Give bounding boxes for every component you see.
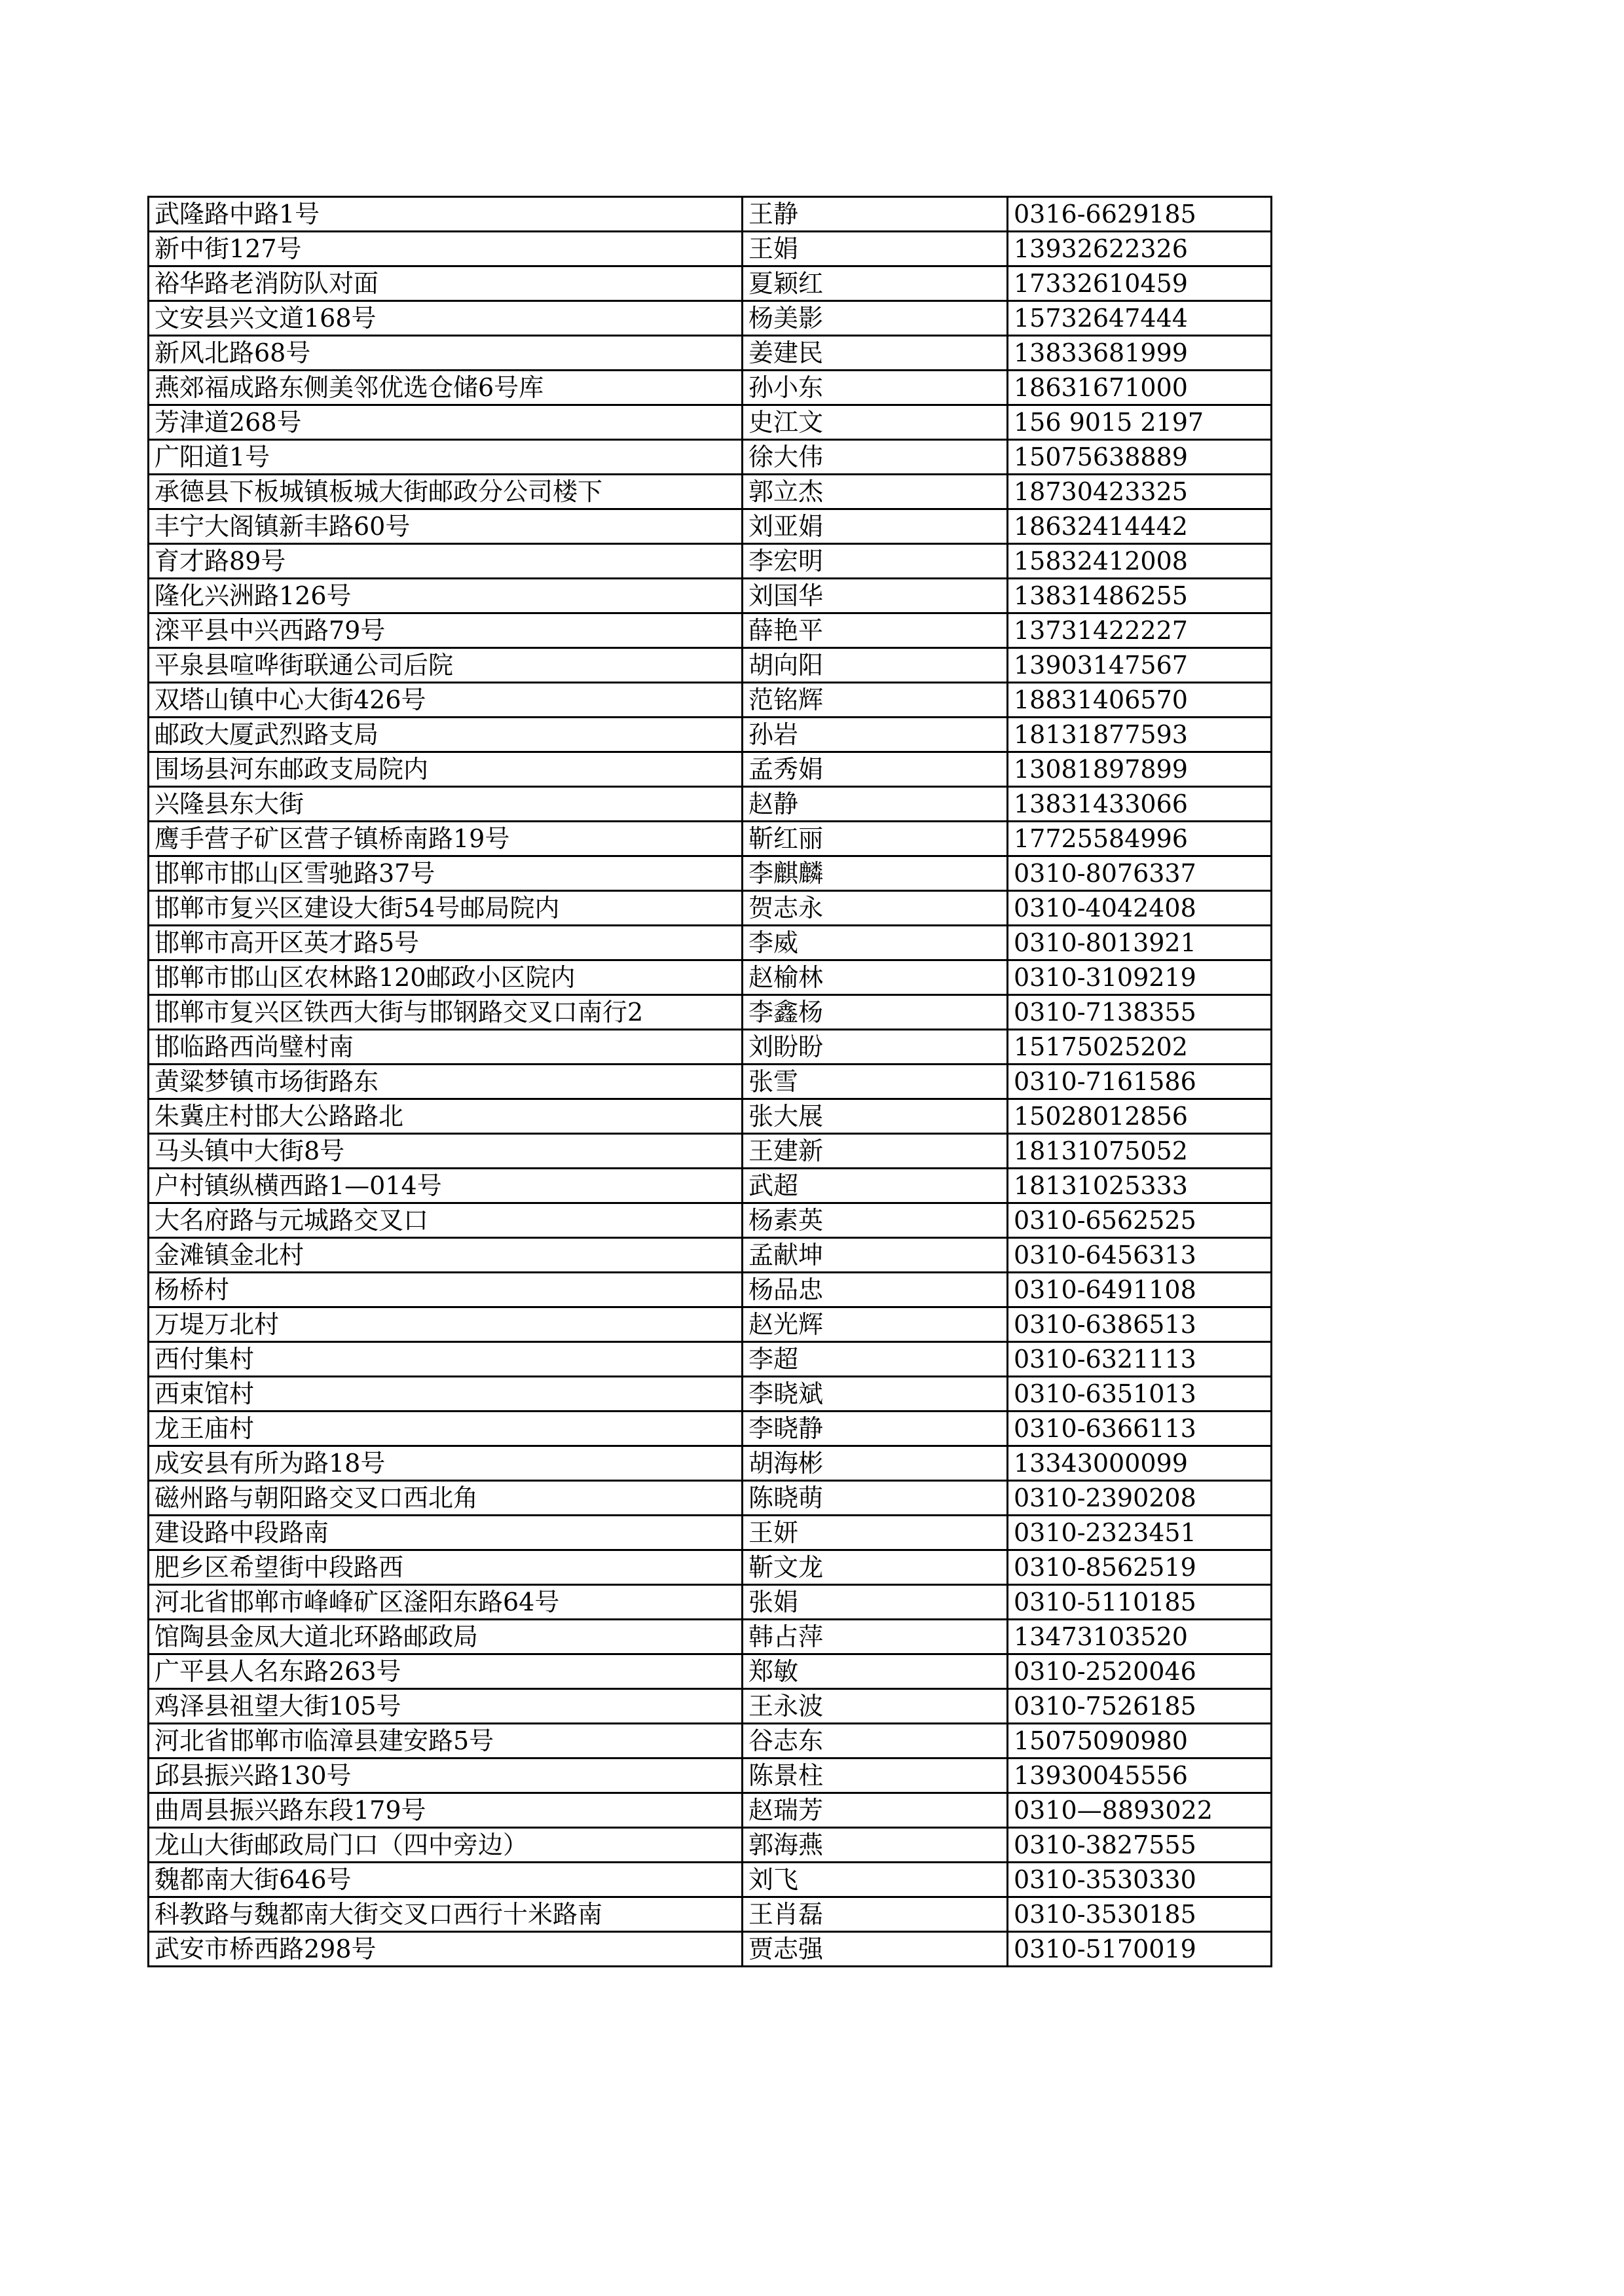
phone-cell: 15832412008 <box>1008 544 1272 579</box>
table-row <box>149 1654 1272 1689</box>
phone-cell: 0310-2390208 <box>1008 1481 1272 1516</box>
contact-name-cell: 王永波 <box>743 1689 1008 1724</box>
phone-cell: 0310-6562525 <box>1008 1203 1272 1238</box>
address-cell: 双塔山镇中心大街426号 <box>149 683 743 718</box>
contact-name-cell: 王静 <box>743 197 1008 232</box>
address-cell: 河北省邯郸市临漳县建安路5号 <box>149 1724 743 1758</box>
contact-name-cell: 赵瑞芳 <box>743 1793 1008 1828</box>
table-row <box>149 1793 1272 1828</box>
table-row <box>149 1724 1272 1758</box>
address-cell: 魏都南大街646号 <box>149 1863 743 1897</box>
phone-cell: 18131075052 <box>1008 1134 1272 1169</box>
contact-name-cell: 李晓静 <box>743 1412 1008 1446</box>
contact-name-cell: 刘盼盼 <box>743 1030 1008 1065</box>
table-row <box>149 1342 1272 1377</box>
contact-name-cell: 谷志东 <box>743 1724 1008 1758</box>
contact-name-cell: 李威 <box>743 926 1008 960</box>
phone-cell: 13731422227 <box>1008 613 1272 648</box>
table-row <box>149 822 1272 856</box>
contact-name-cell: 武超 <box>743 1169 1008 1203</box>
address-cell: 邯郸市邯山区雪驰路37号 <box>149 856 743 891</box>
table-row <box>149 1828 1272 1863</box>
phone-cell: 0310-6456313 <box>1008 1238 1272 1273</box>
phone-cell: 0316-6629185 <box>1008 197 1272 232</box>
address-cell: 邯郸市邯山区农林路120邮政小区院内 <box>149 960 743 995</box>
contact-name-cell: 张雪 <box>743 1065 1008 1099</box>
phone-cell: 17332610459 <box>1008 266 1272 301</box>
phone-cell: 0310-5110185 <box>1008 1585 1272 1620</box>
contact-name-cell: 贾志强 <box>743 1932 1008 1967</box>
address-cell: 西束馆村 <box>149 1377 743 1412</box>
table-row <box>149 440 1272 475</box>
address-cell: 围场县河东邮政支局院内 <box>149 752 743 787</box>
contact-name-cell: 李麒麟 <box>743 856 1008 891</box>
phone-cell: 13932622326 <box>1008 232 1272 266</box>
table-row <box>149 752 1272 787</box>
address-cell: 户村镇纵横西路1—014号 <box>149 1169 743 1203</box>
phone-cell: 13473103520 <box>1008 1620 1272 1654</box>
phone-cell: 0310-5170019 <box>1008 1932 1272 1967</box>
phone-cell: 13903147567 <box>1008 648 1272 683</box>
address-cell: 鹰手营子矿区营子镇桥南路19号 <box>149 822 743 856</box>
table-row <box>149 1377 1272 1412</box>
phone-cell: 0310-2323451 <box>1008 1516 1272 1550</box>
address-cell: 邯郸市复兴区铁西大街与邯钢路交叉口南行2 <box>149 995 743 1030</box>
address-cell: 燕郊福成路东侧美邻优选仓储6号库 <box>149 371 743 405</box>
address-cell: 万堤万北村 <box>149 1307 743 1342</box>
phone-cell: 0310-4042408 <box>1008 891 1272 926</box>
address-cell: 龙山大街邮政局门口（四中旁边） <box>149 1828 743 1863</box>
phone-cell: 13081897899 <box>1008 752 1272 787</box>
address-cell: 丰宁大阁镇新丰路60号 <box>149 509 743 544</box>
table-row <box>149 1689 1272 1724</box>
phone-cell: 0310-3109219 <box>1008 960 1272 995</box>
address-cell: 平泉县喧哗街联通公司后院 <box>149 648 743 683</box>
address-cell: 育才路89号 <box>149 544 743 579</box>
contact-name-cell: 薛艳平 <box>743 613 1008 648</box>
contact-name-cell: 刘国华 <box>743 579 1008 613</box>
table-row <box>149 1238 1272 1273</box>
table-row <box>149 856 1272 891</box>
contact-name-cell: 范铭辉 <box>743 683 1008 718</box>
contact-name-cell: 孟秀娟 <box>743 752 1008 787</box>
address-cell: 肥乡区希望街中段路西 <box>149 1550 743 1585</box>
phone-cell: 15028012856 <box>1008 1099 1272 1134</box>
phone-cell: 13930045556 <box>1008 1758 1272 1793</box>
address-cell: 广平县人名东路263号 <box>149 1654 743 1689</box>
table-row <box>149 960 1272 995</box>
phone-cell: 0310-7526185 <box>1008 1689 1272 1724</box>
phone-cell: 17725584996 <box>1008 822 1272 856</box>
address-cell: 武安市桥西路298号 <box>149 1932 743 1967</box>
phone-cell: 13831486255 <box>1008 579 1272 613</box>
table-row <box>149 1065 1272 1099</box>
contact-name-cell: 杨品忠 <box>743 1273 1008 1307</box>
table-row <box>149 336 1272 371</box>
table-row <box>149 509 1272 544</box>
address-cell: 武隆路中路1号 <box>149 197 743 232</box>
contact-table <box>147 196 1272 1967</box>
table-row <box>149 1203 1272 1238</box>
table-row <box>149 613 1272 648</box>
phone-cell: 0310—8893022 <box>1008 1793 1272 1828</box>
contact-name-cell: 胡海彬 <box>743 1446 1008 1481</box>
table-row <box>149 1516 1272 1550</box>
contact-name-cell: 陈晓萌 <box>743 1481 1008 1516</box>
contact-name-cell: 李宏明 <box>743 544 1008 579</box>
address-cell: 杨桥村 <box>149 1273 743 1307</box>
table-row <box>149 926 1272 960</box>
address-cell: 邱县振兴路130号 <box>149 1758 743 1793</box>
table-row <box>149 1758 1272 1793</box>
contact-name-cell: 郑敏 <box>743 1654 1008 1689</box>
contact-name-cell: 徐大伟 <box>743 440 1008 475</box>
phone-cell: 18131025333 <box>1008 1169 1272 1203</box>
table-row <box>149 891 1272 926</box>
address-cell: 馆陶县金凤大道北环路邮政局 <box>149 1620 743 1654</box>
phone-cell: 0310-3827555 <box>1008 1828 1272 1863</box>
address-cell: 西付集村 <box>149 1342 743 1377</box>
table-row <box>149 301 1272 336</box>
table-row <box>149 1169 1272 1203</box>
phone-cell: 18131877593 <box>1008 718 1272 752</box>
contact-name-cell: 姜建民 <box>743 336 1008 371</box>
phone-cell: 0310-7138355 <box>1008 995 1272 1030</box>
phone-cell: 13833681999 <box>1008 336 1272 371</box>
phone-cell: 15175025202 <box>1008 1030 1272 1065</box>
table-row <box>149 1481 1272 1516</box>
contact-name-cell: 孙岩 <box>743 718 1008 752</box>
address-cell: 新中街127号 <box>149 232 743 266</box>
table-row <box>149 1897 1272 1932</box>
phone-cell: 0310-3530330 <box>1008 1863 1272 1897</box>
address-cell: 滦平县中兴西路79号 <box>149 613 743 648</box>
phone-cell: 15075638889 <box>1008 440 1272 475</box>
address-cell: 河北省邯郸市峰峰矿区滏阳东路64号 <box>149 1585 743 1620</box>
contact-name-cell: 赵静 <box>743 787 1008 822</box>
table-row <box>149 579 1272 613</box>
contact-name-cell: 夏颖红 <box>743 266 1008 301</box>
phone-cell: 156 9015 2197 <box>1008 405 1272 440</box>
address-cell: 龙王庙村 <box>149 1412 743 1446</box>
address-cell: 邯郸市高开区英才路5号 <box>149 926 743 960</box>
table-row <box>149 197 1272 232</box>
address-cell: 马头镇中大街8号 <box>149 1134 743 1169</box>
table-row <box>149 1099 1272 1134</box>
contact-name-cell: 贺志永 <box>743 891 1008 926</box>
contact-name-cell: 靳文龙 <box>743 1550 1008 1585</box>
contact-name-cell: 李晓斌 <box>743 1377 1008 1412</box>
contact-name-cell: 孙小东 <box>743 371 1008 405</box>
address-cell: 鸡泽县祖望大街105号 <box>149 1689 743 1724</box>
address-cell: 曲周县振兴路东段179号 <box>149 1793 743 1828</box>
table-row <box>149 648 1272 683</box>
table-row <box>149 1863 1272 1897</box>
table-row <box>149 1307 1272 1342</box>
address-cell: 承德县下板城镇板城大街邮政分公司楼下 <box>149 475 743 509</box>
phone-cell: 0310-2520046 <box>1008 1654 1272 1689</box>
phone-cell: 0310-8562519 <box>1008 1550 1272 1585</box>
address-cell: 成安县有所为路18号 <box>149 1446 743 1481</box>
contact-name-cell: 王建新 <box>743 1134 1008 1169</box>
table-row <box>149 475 1272 509</box>
table-row <box>149 787 1272 822</box>
table-row <box>149 1412 1272 1446</box>
address-cell: 大名府路与元城路交叉口 <box>149 1203 743 1238</box>
contact-name-cell: 韩占萍 <box>743 1620 1008 1654</box>
phone-cell: 15075090980 <box>1008 1724 1272 1758</box>
table-row <box>149 405 1272 440</box>
address-cell: 裕华路老消防队对面 <box>149 266 743 301</box>
address-cell: 文安县兴文道168号 <box>149 301 743 336</box>
phone-cell: 18831406570 <box>1008 683 1272 718</box>
address-cell: 金滩镇金北村 <box>149 1238 743 1273</box>
table-row <box>149 1550 1272 1585</box>
table-row <box>149 1620 1272 1654</box>
contact-name-cell: 郭海燕 <box>743 1828 1008 1863</box>
contact-name-cell: 刘亚娟 <box>743 509 1008 544</box>
contact-name-cell: 史江文 <box>743 405 1008 440</box>
contact-name-cell: 刘飞 <box>743 1863 1008 1897</box>
contact-name-cell: 赵光辉 <box>743 1307 1008 1342</box>
contact-name-cell: 张大展 <box>743 1099 1008 1134</box>
address-cell: 科教路与魏都南大街交叉口西行十米路南 <box>149 1897 743 1932</box>
address-cell: 邮政大厦武烈路支局 <box>149 718 743 752</box>
contact-table-body <box>149 197 1272 1967</box>
address-cell: 邯临路西尚璧村南 <box>149 1030 743 1065</box>
contact-name-cell: 郭立杰 <box>743 475 1008 509</box>
address-cell: 新风北路68号 <box>149 336 743 371</box>
contact-name-cell: 赵榆林 <box>743 960 1008 995</box>
table-row <box>149 1134 1272 1169</box>
table-row <box>149 371 1272 405</box>
contact-name-cell: 孟献坤 <box>743 1238 1008 1273</box>
address-cell: 黄粱梦镇市场街路东 <box>149 1065 743 1099</box>
phone-cell: 0310-6366113 <box>1008 1412 1272 1446</box>
phone-cell: 0310-6351013 <box>1008 1377 1272 1412</box>
table-row <box>149 1446 1272 1481</box>
table-row <box>149 683 1272 718</box>
contact-name-cell: 王娟 <box>743 232 1008 266</box>
table-row <box>149 266 1272 301</box>
phone-cell: 0310-7161586 <box>1008 1065 1272 1099</box>
phone-cell: 0310-6321113 <box>1008 1342 1272 1377</box>
table-row <box>149 232 1272 266</box>
phone-cell: 18730423325 <box>1008 475 1272 509</box>
contact-name-cell: 王肖磊 <box>743 1897 1008 1932</box>
table-row <box>149 1932 1272 1967</box>
phone-cell: 0310-8013921 <box>1008 926 1272 960</box>
phone-cell: 0310-6491108 <box>1008 1273 1272 1307</box>
contact-name-cell: 杨美影 <box>743 301 1008 336</box>
contact-name-cell: 靳红丽 <box>743 822 1008 856</box>
phone-cell: 15732647444 <box>1008 301 1272 336</box>
contact-name-cell: 王妍 <box>743 1516 1008 1550</box>
contact-name-cell: 李超 <box>743 1342 1008 1377</box>
contact-name-cell: 胡向阳 <box>743 648 1008 683</box>
contact-name-cell: 张娟 <box>743 1585 1008 1620</box>
phone-cell: 18631671000 <box>1008 371 1272 405</box>
address-cell: 建设路中段路南 <box>149 1516 743 1550</box>
address-cell: 隆化兴洲路126号 <box>149 579 743 613</box>
phone-cell: 0310-6386513 <box>1008 1307 1272 1342</box>
address-cell: 邯郸市复兴区建设大街54号邮局院内 <box>149 891 743 926</box>
address-cell: 朱冀庄村邯大公路路北 <box>149 1099 743 1134</box>
phone-cell: 13343000099 <box>1008 1446 1272 1481</box>
table-row <box>149 1030 1272 1065</box>
table-row <box>149 718 1272 752</box>
phone-cell: 18632414442 <box>1008 509 1272 544</box>
contact-name-cell: 李鑫杨 <box>743 995 1008 1030</box>
address-cell: 芳津道268号 <box>149 405 743 440</box>
address-cell: 广阳道1号 <box>149 440 743 475</box>
address-cell: 兴隆县东大街 <box>149 787 743 822</box>
phone-cell: 13831433066 <box>1008 787 1272 822</box>
table-row <box>149 1585 1272 1620</box>
phone-cell: 0310-8076337 <box>1008 856 1272 891</box>
phone-cell: 0310-3530185 <box>1008 1897 1272 1932</box>
table-row <box>149 544 1272 579</box>
table-row <box>149 995 1272 1030</box>
address-cell: 磁州路与朝阳路交叉口西北角 <box>149 1481 743 1516</box>
contact-name-cell: 陈景柱 <box>743 1758 1008 1793</box>
table-row <box>149 1273 1272 1307</box>
contact-name-cell: 杨素英 <box>743 1203 1008 1238</box>
